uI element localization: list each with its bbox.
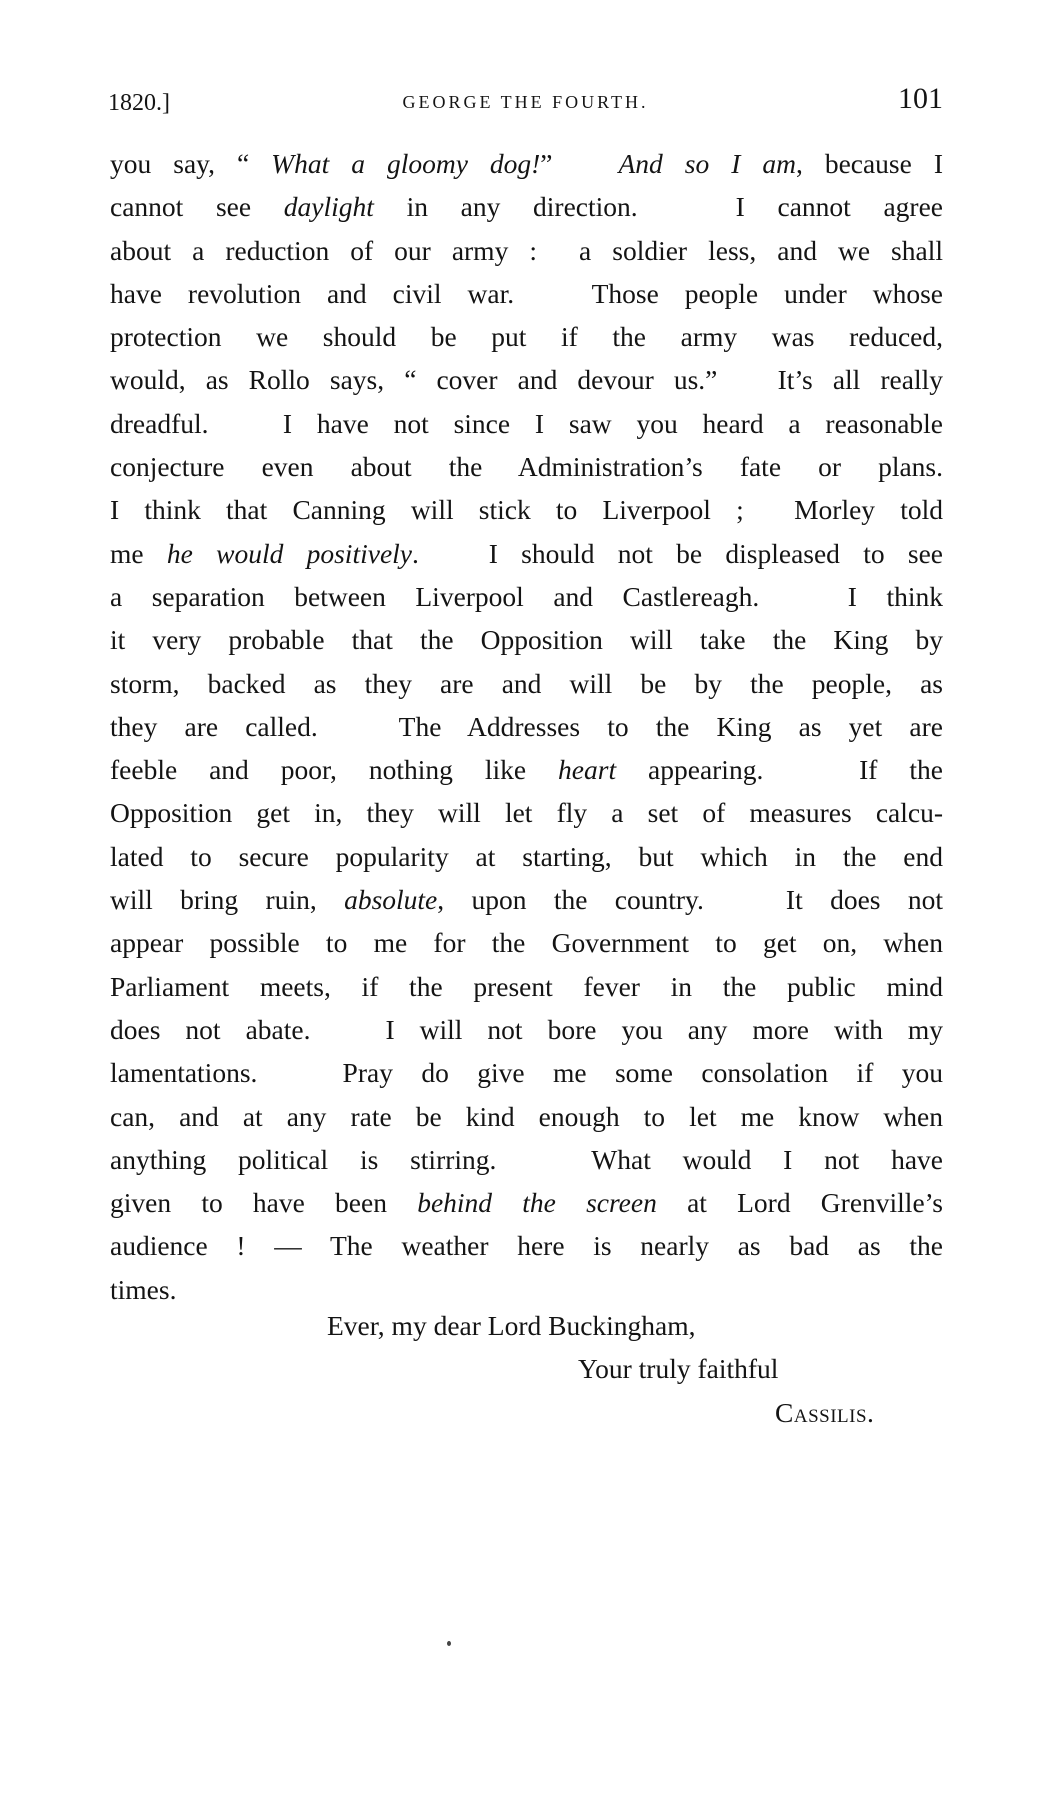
text-run: ” [540,148,619,179]
italic-phrase: absolute [344,884,438,916]
italic-phrase: And so I am [618,148,796,179]
text-run: can, and at any rate be kind enough to let me know when [110,1100,943,1132]
text-run: you say, “ [110,148,272,179]
text-run: does not abate. I will not bore you any more with my [110,1013,943,1045]
text-run: . I should not be displeased to see [412,537,943,569]
running-head [108,82,943,122]
text-line [110,1095,943,1138]
header-title: GEORGE THE FOURTH. [402,92,649,112]
text-run: conjecture even about the Administration’s fate or plans. [110,451,943,483]
text-line [110,1138,943,1181]
signature: Cassilis. [775,1397,875,1428]
text-run: , because I [795,148,943,179]
text-run: Parliament meets, if the present fever in the public mind [110,970,943,1002]
text-run: they are called. The Addresses to the King as yet are [110,710,943,742]
closing-salutation: Ever, my dear Lord Buckingham, [327,1310,696,1341]
text-run: about a reduction of our army : a soldier less, and we shall [110,234,943,266]
closing-regards: Your truly faithful [578,1353,779,1384]
italic-phrase: behind the screen [417,1187,657,1219]
text-line [110,705,943,748]
text-line [110,575,943,618]
text-run: appear possible to me for the Government to get on, when [110,927,943,959]
text-line [110,1051,943,1094]
text-line [110,1224,943,1267]
text-line [110,835,943,878]
italic-phrase: What a gloomy dog! [271,148,541,179]
text-run: storm, backed as they are and will be by the people, as [110,667,943,699]
text-run: dreadful. I have not since I saw you heard a reasonable [110,407,943,439]
text-line [110,229,943,272]
text-line [110,921,943,964]
italic-phrase: daylight [283,191,374,223]
text-line [110,358,943,401]
text-run: have revolution and civil war. Those people under whose [110,277,943,309]
page-number: 101 [898,82,943,115]
text-line [110,185,943,228]
text-run: in any direction. I cannot agree [373,191,943,223]
header-year: 1820.] [108,90,170,116]
text-run: , upon the country. It does not [437,884,943,916]
text-line [110,445,943,488]
text-line [110,791,943,834]
text-line [110,315,943,358]
text-line [110,272,943,315]
print-speck [447,1641,451,1646]
text-run: will bring ruin, [110,884,345,916]
text-line [110,488,943,531]
text-line [110,532,943,575]
text-run: would, as Rollo says, “ cover and devour us.” It’s all really [110,364,943,396]
text-run: it very probable that the Opposition will take the King by [110,624,943,656]
text-run: feeble and poor, nothing like [110,754,559,786]
text-line [110,1181,943,1224]
text-run: lated to secure popularity at starting, but which in the end [110,840,943,872]
text-run: a separation between Liverpool and Castlereagh. I think [110,580,943,612]
italic-phrase: he would positively [166,537,412,569]
italic-phrase: heart [558,754,617,786]
text-line [110,618,943,661]
text-line [110,1008,943,1051]
text-run: at Lord Grenville’s [656,1187,943,1219]
text-line [110,662,943,705]
text-line [110,878,943,921]
text-line [110,402,943,445]
text-run: anything political is stirring. What would I not have [110,1143,943,1175]
text-line [110,142,943,185]
text-run: audience ! — The weather here is nearly as bad as the [110,1230,943,1262]
text-run: lamentations. Pray do give me some consolation if you [110,1057,943,1089]
text-run: given to have been [110,1187,418,1219]
text-run: cannot see [110,191,284,223]
text-run: me [110,537,167,569]
text-run: protection we should be put if the army was reduced, [110,321,943,353]
text-line [110,748,943,791]
text-run: appearing. If the [616,754,943,786]
text-run: I think that Canning will stick to Liverpool ; Morley told [110,494,943,526]
text-run: Opposition get in, they will let fly a set of measures calcu- [110,797,943,829]
text-line [110,965,943,1008]
text-run: times. [110,1273,177,1305]
letter-body [110,142,943,1311]
